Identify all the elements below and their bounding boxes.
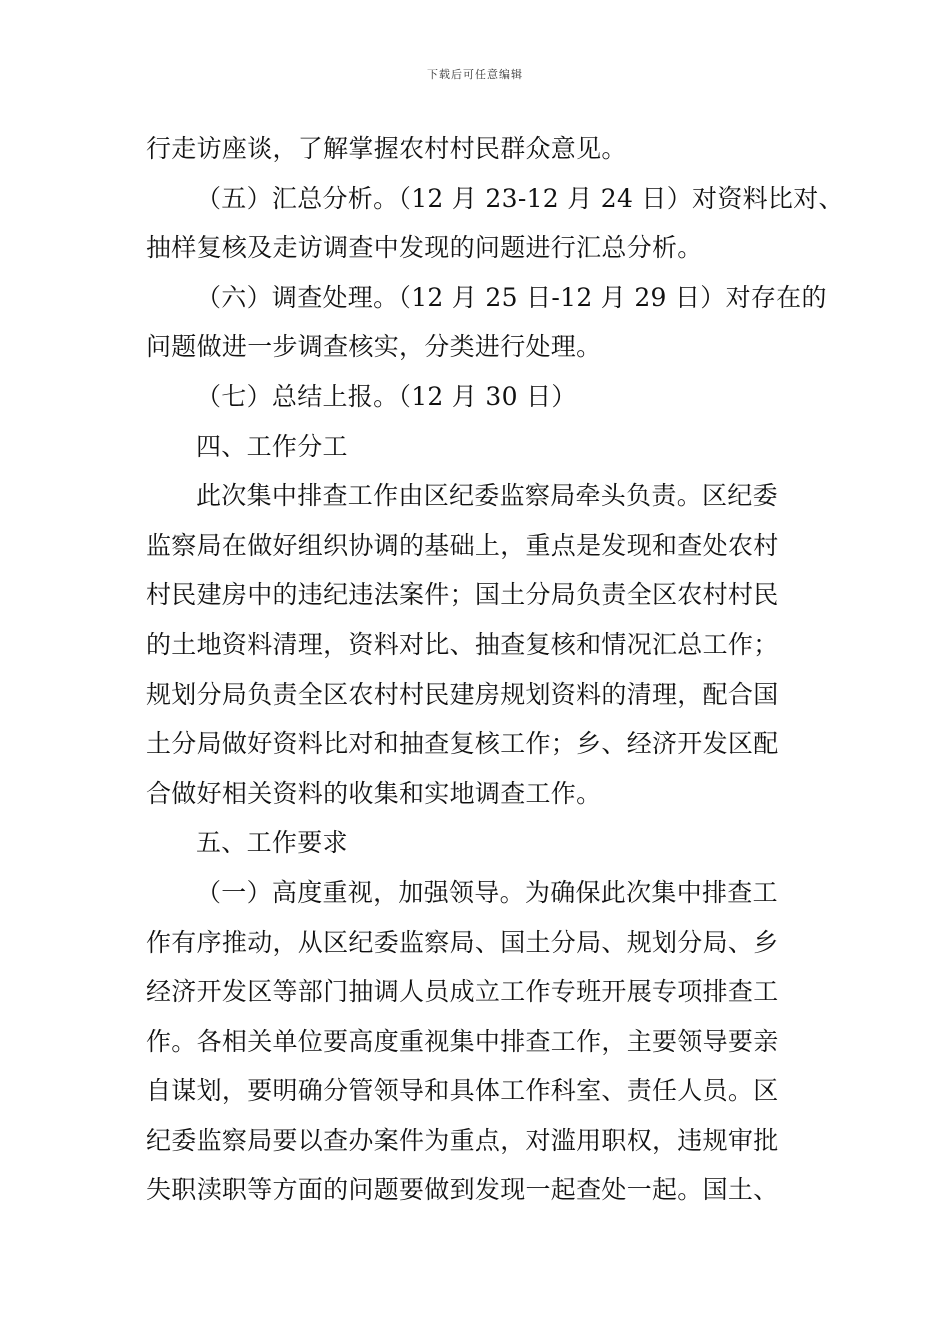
text-line: 规划分局负责全区农村村民建房规划资料的清理，配合国 bbox=[146, 679, 779, 709]
text-line: （一）高度重视，加强领导。为确保此次集中排查工 bbox=[196, 877, 778, 907]
section-heading: 四、工作分工 bbox=[196, 431, 348, 461]
section-heading: 五、工作要求 bbox=[196, 828, 348, 858]
text-line: （五）汇总分析。（12 月 23-12 月 24 日）对资料比对、 bbox=[196, 183, 844, 213]
text-line: 问题做进一步调查核实，分类进行处理。 bbox=[146, 332, 602, 362]
text-line: 合做好相关资料的收集和实地调查工作。 bbox=[146, 778, 602, 808]
text-line: 此次集中排查工作由区纪委监察局牵头负责。区纪委 bbox=[196, 481, 778, 511]
text-line: 经济开发区等部门抽调人员成立工作专班开展专项排查工 bbox=[146, 977, 779, 1007]
text-line: 失职渎职等方面的问题要做到发现一起查处一起。国土、 bbox=[146, 1175, 779, 1205]
text-line: 自谋划，要明确分管领导和具体工作科室、责任人员。区 bbox=[146, 1076, 779, 1106]
text-line: （七）总结上报。（12 月 30 日） bbox=[196, 381, 577, 411]
text-line: 行走访座谈，了解掌握农村村民群众意见。 bbox=[146, 134, 627, 163]
text-line: 监察局在做好组织协调的基础上，重点是发现和查处农村 bbox=[146, 530, 779, 560]
text-line: 作。各相关单位要高度重视集中排查工作，主要领导要亲 bbox=[146, 1026, 779, 1056]
text-line: （六）调查处理。（12 月 25 日-12 月 29 日）对存在的 bbox=[196, 282, 827, 312]
text-line: 作有序推动，从区纪委监察局、国土分局、规划分局、乡 bbox=[146, 927, 779, 957]
page-header-note: 下载后可任意编辑 bbox=[427, 68, 523, 81]
text-line: 抽样复核及走访调查中发现的问题进行汇总分析。 bbox=[146, 233, 703, 263]
text-line: 土分局做好资料比对和抽查复核工作；乡、经济开发区配 bbox=[146, 729, 779, 759]
text-line: 的土地资料清理，资料对比、抽查复核和情况汇总工作； bbox=[146, 629, 779, 659]
text-line: 纪委监察局要以查办案件为重点，对滥用职权，违规审批 bbox=[146, 1125, 779, 1155]
document-body bbox=[146, 124, 844, 1215]
text-line: 村民建房中的违纪违法案件；国土分局负责全区农村村民 bbox=[146, 580, 779, 610]
